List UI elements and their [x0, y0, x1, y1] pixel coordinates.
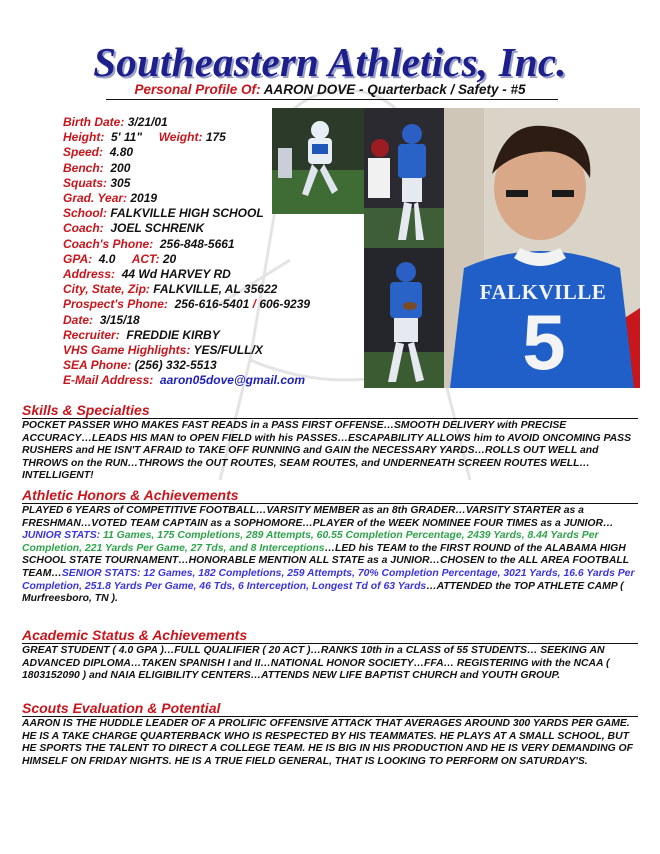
sea-phone-row [63, 358, 310, 373]
company-title: Southeastern Athletics, Inc. [93, 39, 567, 85]
header-divider [106, 99, 558, 100]
academic-heading: Academic Status & Achievements [22, 627, 638, 644]
squats-label: Squats: [63, 175, 108, 190]
academic-text: GREAT STUDENT ( 4.0 GPA )…FULL QUALIFIER ( 20 ACT )…RANKS 10th in a CLASS of 55 STUDENTS… SEEKING AN ADVANCED DIPLOMA…TAKEN SPANISH I and II…NATIONAL HONOR SOCIETY…FFA… REGISTERING with the NCAA ( 1803152090 ) and NAIA ELIGIBILITY CENTERS…ATTENDS NEW LIFE BAPTIST CHURCH and YOUTH GROUP. [22, 645, 610, 682]
address-label: Address: [63, 267, 116, 282]
coach-phone-label: Coach's Phone: [63, 236, 154, 251]
jersey-team-text: FALKVILLE [479, 280, 607, 304]
gpa-label: GPA: [63, 251, 93, 266]
school-value: FALKVILLE HIGH SCHOOL [110, 206, 264, 221]
bench-label: Bench: [63, 160, 104, 175]
address-value: 44 Wd HARVEY RD [121, 267, 231, 282]
city-row [63, 282, 310, 297]
vhs-value: YES/FULL/X [193, 343, 263, 358]
subtitle-player: AARON DOVE - Quarterback / Safety - #5 [263, 82, 526, 97]
squats-value: 305 [110, 175, 131, 190]
date-label: Date: [63, 312, 94, 327]
date-row [63, 313, 310, 328]
athletic-text [22, 505, 638, 606]
sea-phone-label: SEA Phone: [63, 358, 132, 373]
subtitle-label: Personal Profile Of: [134, 82, 261, 97]
junior-stats-label: JUNIOR STATS: [22, 530, 101, 542]
jersey-number-text: 5 [522, 298, 566, 386]
athletic-heading: Athletic Honors & Achievements [22, 487, 638, 504]
coach-value: JOEL SCHRENK [110, 221, 205, 236]
school-label: School: [63, 206, 107, 221]
prospect-phone-row [63, 297, 310, 312]
speed-label: Speed: [63, 145, 104, 160]
height-value: 5' 11" [111, 130, 143, 145]
prospect-phone-value-2: 606-9239 [259, 297, 311, 312]
height-label: Height: [63, 130, 105, 145]
coach-phone-row [63, 237, 310, 252]
act-value: 20 [162, 251, 177, 266]
profile-subtitle [0, 82, 660, 97]
athletic-text-part-1: PLAYED 6 YEARS of COMPETITIVE FOOTBALL…VARSITY MEMBER as an 8th GRADER…VARSITY STARTER as a FRESHMAN…VOTED TEAM CAPTAIN as a SOPHOMORE…PLAYER of the WEEK NOMINEE FOUR TIMES as a JUNIOR… [22, 505, 614, 529]
skills-section [22, 402, 638, 483]
academic-section [22, 627, 638, 683]
bench-value: 200 [110, 160, 131, 175]
gpa-act-row [63, 252, 310, 267]
prospect-phone-separator: / [252, 297, 256, 312]
recruiter-label: Recruiter: [63, 327, 120, 342]
vhs-label: VHS Game Highlights: [63, 343, 191, 358]
player-portrait-photo [444, 108, 640, 388]
coach-row [63, 221, 310, 236]
prospect-phone-value: 256-616-5401 [174, 297, 250, 312]
coach-phone-value: 256-848-5661 [159, 236, 235, 251]
email-row [63, 373, 310, 388]
recruiter-row [63, 328, 310, 343]
speed-value: 4.80 [109, 145, 134, 160]
action-photo-dropback [364, 108, 444, 248]
prospect-phone-label: Prospect's Phone: [63, 297, 168, 312]
email-link[interactable]: aaron05dove@gmail.com [159, 373, 306, 388]
birth-date-label: Birth Date: [63, 115, 125, 129]
email-label: E-Mail Address: [63, 373, 154, 388]
recruiter-value: FREDDIE KIRBY [126, 327, 220, 342]
city-label: City, State, Zip: [63, 282, 150, 297]
action-photo-running [272, 108, 364, 214]
junior-stats: 11 Games, 175 Completions, 289 Attempts, 60.55 Completion Percentage, 2439 Yards, 8.44 Yards Per Completion, 221 Yards Per Game, 27 Tds, and 8 Interceptions [22, 530, 599, 554]
senior-stats: 12 Games, 182 Completions, 259 Attempts, 70% Completion Percentage, 3021 Yards, 16.6 Yards Per Completion, 251.8 Yards Per Game, 46 Tds, 6 Interception, Longest Td of 63 Yards [22, 567, 635, 592]
scouts-text: AARON IS THE HUDDLE LEADER OF A PROLIFIC OFFENSIVE ATTACK THAT AVERAGES AROUND 300 YARDS PER GAME. HE IS A TAKE CHARGE QUARTERBACK WHO IS RESPECTED BY HIS TEAMMATES. HE PLAYS AT A SMALL SCHOOL, BUT HE SPORTS THE TALENT TO DIRECT A COLLEGE TEAM. HE IS BIG IN HIS PRODUCTION AND HE IS VERY DEMANDING OF HIMSELF ON FRIDAY NIGHTS. HE IS A TRUE FIELD GENERAL, THAT IS LOOKING TO PERFORM ON SATURDAY'S. [22, 718, 633, 767]
skills-text: POCKET PASSER WHO MAKES FAST READS in a PASS FIRST OFFENSE…SMOOTH DELIVERY with PRECISE ACCURACY…LEADS HIS MAN to OPEN FIELD with his PASSES…ESCAPABILITY ALLOWS him to AVOID ONCOMING PASS RUSHERS and HE ISN'T AFRAID to TAKE OFF RUNNING and GAIN the NECESSARY YARDS…ROLLS OUT WELL and THROWS on the RUN…THROWS the OUT ROUTES, SEAM ROUTES, and UNDERNEATH SCREEN ROUTES WELL…INTELLIGENT! [22, 420, 632, 482]
grad-year-label: Grad. Year: [63, 191, 128, 206]
birth-date-value: 3/21/01 [127, 115, 168, 129]
skills-heading: Skills & Specialties [22, 402, 638, 419]
coach-label: Coach: [63, 221, 104, 236]
action-photo-handoff [364, 248, 444, 388]
grad-year-value: 2019 [130, 191, 158, 206]
scouts-heading: Scouts Evaluation & Potential [22, 700, 638, 717]
sea-phone-value: (256) 332-5513 [134, 358, 217, 373]
gpa-value: 4.0 [98, 251, 116, 266]
scouts-section [22, 700, 638, 768]
athletic-text-part-2: …LED his TEAM to the FIRST ROUND of the ALABAMA HIGH SCHOOL STATE TOURNAMENT…HONORABLE MENTION ALL STATE as a JUNIOR…CHOSEN to the ALL AREA FOOTBALL TEAM… [22, 542, 629, 579]
vhs-row [63, 343, 310, 358]
address-row [63, 267, 310, 282]
act-label: ACT: [131, 251, 160, 266]
athletic-text-part-3: …ATTENDED the TOP ATHLETE CAMP ( Murfreesboro, TN ). [22, 580, 624, 605]
date-value: 3/15/18 [99, 312, 140, 327]
weight-value: 175 [205, 130, 226, 145]
athletic-section [22, 487, 638, 606]
senior-stats-label: SENIOR STATS: [61, 567, 141, 579]
city-value: FALKVILLE, AL 35622 [153, 282, 278, 297]
weight-label: Weight: [158, 130, 203, 145]
